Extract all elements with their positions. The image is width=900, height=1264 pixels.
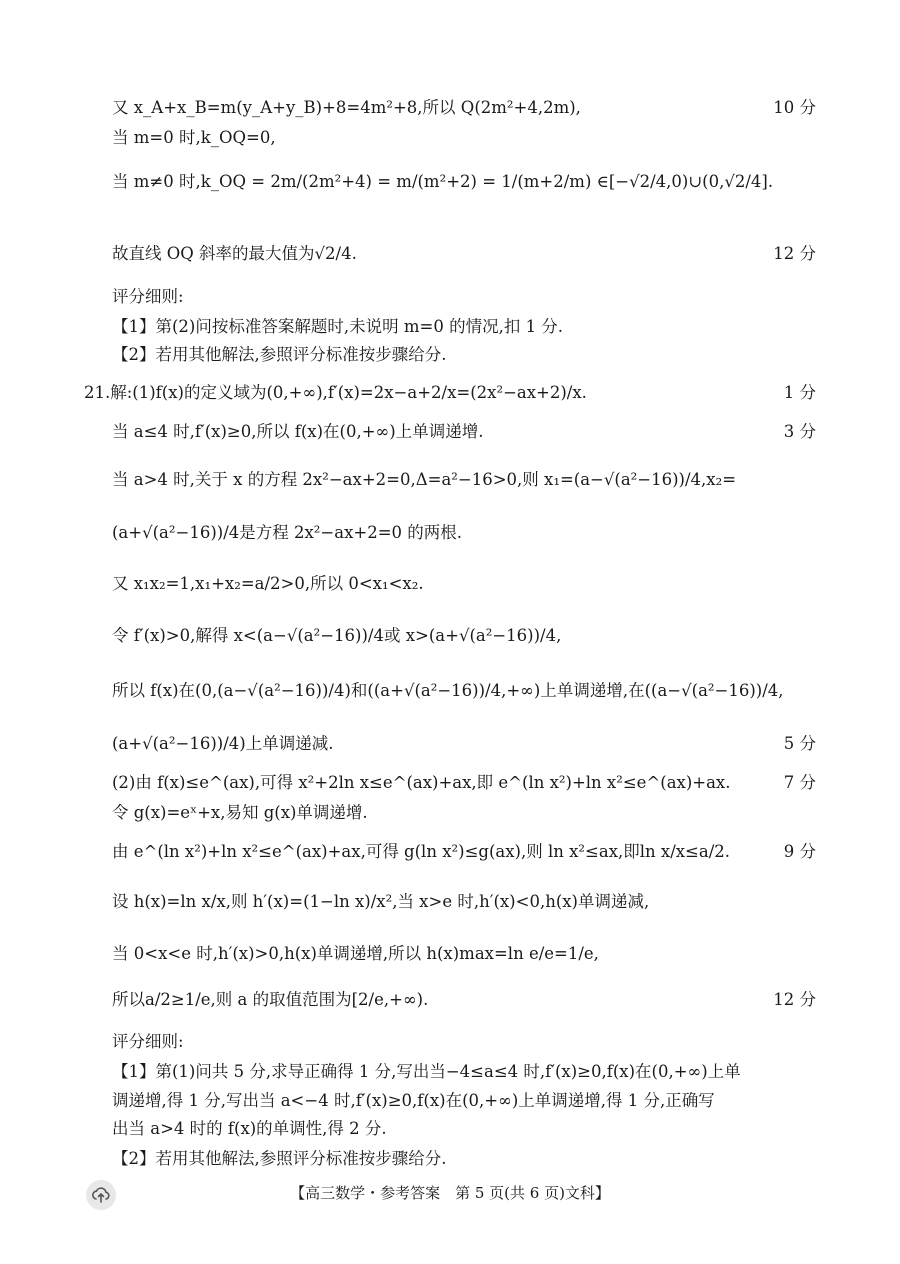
score-mark: 5 分 xyxy=(783,734,816,753)
solution-line: 21.解:(1)f(x)的定义域为(0,+∞),f′(x)=2x−a+2/x=(2x²−ax+2)/x. 1 分 xyxy=(84,381,816,405)
dot-leader xyxy=(587,96,767,120)
grading-rule: 【1】第(1)问共 5 分,求导正确得 1 分,写出当−4≤a≤4 时,f′(x)≥0,f(x)在(0,+∞)上单 xyxy=(112,1062,741,1081)
solution-line: 故直线 OQ 斜率的最大值为√2/4. 12 分 xyxy=(112,242,816,266)
grading-rule: 【2】若用其他解法,参照评分标准按步骤给分. xyxy=(112,1149,447,1168)
page-footer: 【高三数学・参考答案 第 5 页(共 6 页)文科】 xyxy=(290,1184,610,1202)
solution-line: (2)由 f(x)≤e^(ax),可得 x²+2ln x≤e^(ax)+ax,即 e^(ln x²)+ln x²≤e^(ax)+ax. 7 分 xyxy=(112,771,816,795)
solution-line: 所以a/2≥1/e,则 a 的取值范围为[2/e,+∞). 12 分 xyxy=(112,988,816,1012)
dot-leader xyxy=(489,420,777,444)
score-mark: 12 分 xyxy=(773,244,816,263)
solution-line: (a+√(a²−16))/4)上单调递减. 5 分 xyxy=(112,732,816,756)
score-mark: 10 分 xyxy=(773,98,816,117)
grading-rule: 出当 a>4 时的 f(x)的单调性,得 2 分. xyxy=(112,1119,387,1138)
dot-leader xyxy=(593,381,778,405)
grading-rule: 【1】第(2)问按标准答案解题时,未说明 m=0 的情况,扣 1 分. xyxy=(112,317,564,336)
solution-line: 设 h(x)=ln x/x,则 h′(x)=(1−ln x)/x²,当 x>e 时,h′(x)<0,h(x)单调递减, xyxy=(112,892,650,911)
solution-line: 由 e^(ln x²)+ln x²≤e^(ax)+ax,可得 g(ln x²)≤g(ax),则 ln x²≤ax,即ln x/x≤a/2. 9 分 xyxy=(112,840,816,864)
grading-rule: 调递增,得 1 分,写出当 a<−4 时,f′(x)≥0,f(x)在(0,+∞)上单调递增,得 1 分,正确写 xyxy=(112,1091,715,1110)
solution-line: (a+√(a²−16))/4是方程 2x²−ax+2=0 的两根. xyxy=(112,523,463,542)
solution-line: 令 g(x)=eˣ+x,易知 g(x)单调递增. xyxy=(112,803,368,822)
score-mark: 1 分 xyxy=(783,383,816,402)
score-mark: 7 分 xyxy=(783,773,816,792)
grading-heading: 评分细则: xyxy=(112,287,184,306)
solution-line: 当 a≤4 时,f′(x)≥0,所以 f(x)在(0,+∞)上单调递增. 3 分 xyxy=(112,420,816,444)
dot-leader xyxy=(736,840,778,864)
solution-line: 当 m=0 时,k_OQ=0, xyxy=(112,128,276,147)
grading-rule: 【2】若用其他解法,参照评分标准按步骤给分. xyxy=(112,345,447,364)
solution-line: 又 x_A+x_B=m(y_A+y_B)+8=4m²+8,所以 Q(2m²+4,2m), 10 分 xyxy=(112,96,816,120)
dot-leader xyxy=(363,242,767,266)
score-mark: 3 分 xyxy=(783,422,816,441)
grading-heading: 评分细则: xyxy=(112,1032,184,1051)
solution-line: 令 f′(x)>0,解得 x<(a−√(a²−16))/4或 x>(a+√(a²−16))/4, xyxy=(112,626,562,645)
score-mark: 9 分 xyxy=(783,842,816,861)
solution-line: 又 x₁x₂=1,x₁+x₂=a/2>0,所以 0<x₁<x₂. xyxy=(112,574,424,593)
solution-line: 当 a>4 时,关于 x 的方程 2x²−ax+2=0,Δ=a²−16>0,则 x₁=(a−√(a²−16))/4,x₂= xyxy=(112,470,737,489)
solution-line: 当 0<x<e 时,h′(x)>0,h(x)单调递增,所以 h(x)max=ln e/e=1/e, xyxy=(112,944,599,963)
dot-leader xyxy=(434,988,767,1012)
solution-line: 当 m≠0 时,k_OQ = 2m/(2m²+4) = m/(m²+2) = 1/(m+2/m) ∈[−√2/4,0)∪(0,√2/4]. xyxy=(112,172,774,191)
solution-line: 所以 f(x)在(0,(a−√(a²−16))/4)和((a+√(a²−16))/4,+∞)上单调递增,在((a−√(a²−16))/4, xyxy=(112,681,784,700)
score-mark: 12 分 xyxy=(773,990,816,1009)
dot-leader xyxy=(339,732,777,756)
dot-leader xyxy=(736,771,777,795)
